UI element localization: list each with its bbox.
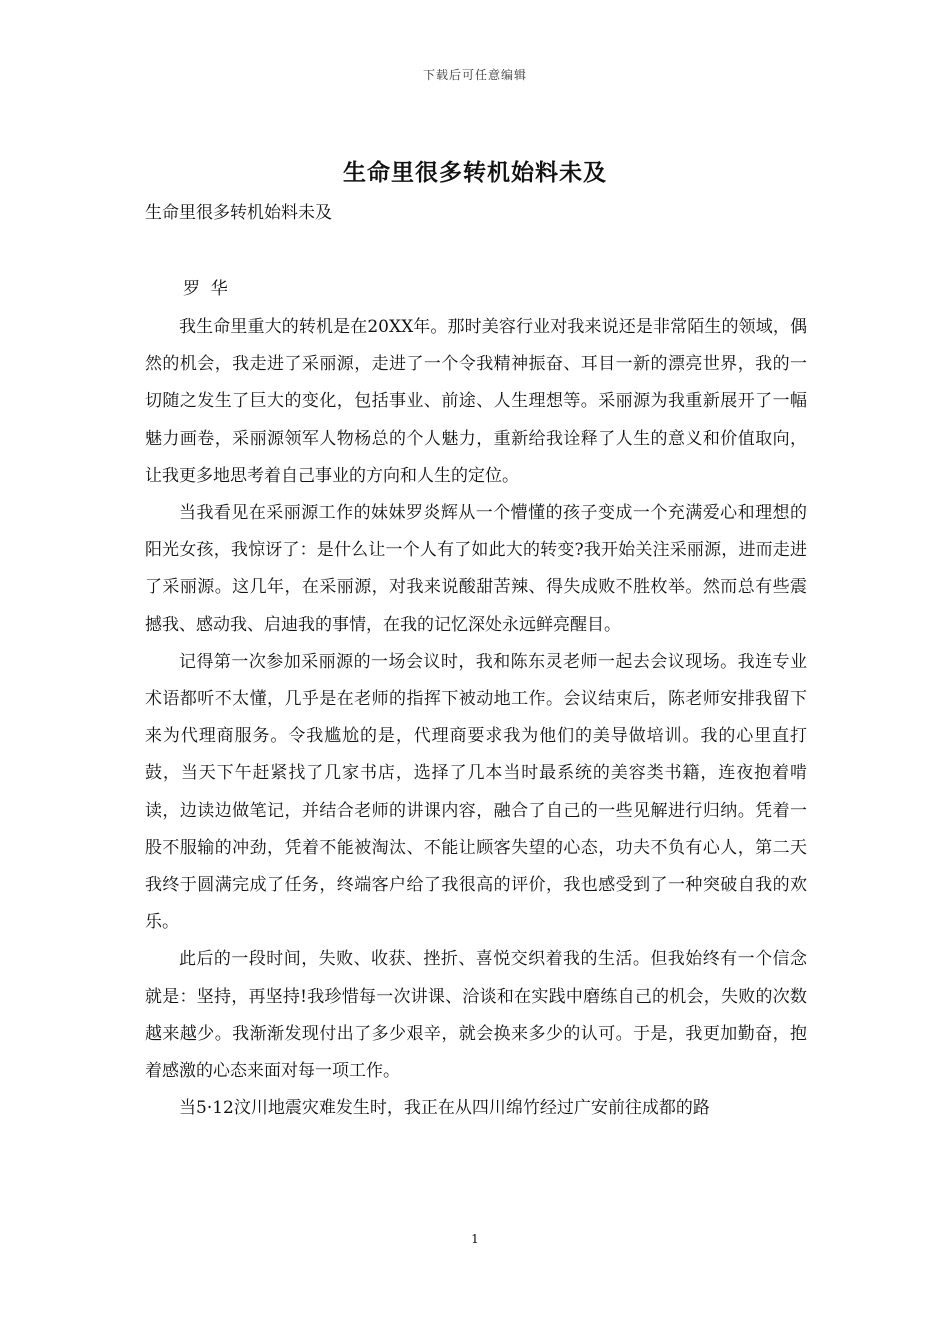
paragraph: 记得第一次参加采丽源的一场会议时，我和陈东灵老师一起去会议现场。我连专业术语都听不太懂，几乎是在老师的指挥下被动地工作。会议结束后，陈老师安排我留下来为代理商服务。令我尴尬的是，代理商要求我为他们的美导做培训。我的心里直打鼓，当天下午赶紧找了几家书店，选择了几本当时最系统的美容类书籍，连夜抱着啃读，边读边做笔记，并结合老师的讲课内容，融合了自己的一些见解进行归纳。凭着一股不服输的冲劲，凭着不能被淘汰、不能让顾客失望的心态，功夫不负有心人，第二天我终于圆满完成了任务，终端客户给了我很高的评价，我也感受到了一种突破自我的欢乐。: [145, 651, 807, 933]
paragraph: 当5·12汶川地震灾难发生时，我正在从四川绵竹经过广安前往成都的路: [179, 1098, 710, 1119]
document-title: 生命里很多转机始料未及: [343, 159, 607, 186]
paragraph: 当我看见在采丽源工作的妹妹罗炎辉从一个懵懂的孩子变成一个充满爱心和理想的阳光女孩，我惊讶了：是什么让一个人有了如此大的转变?我开始关注采丽源，进而走进了采丽源。这几年，在采丽源，对我来说酸甜苦辣、得失成败不胜枚举。然而总有些震撼我、感动我、启迪我的事情，在我的记忆深处永远鲜亮醒目。: [145, 503, 807, 635]
paragraph: 我生命里重大的转机是在20XX年。那时美容行业对我来说还是非常陌生的领域，偶然的机会，我走进了采丽源，走进了一个令我精神振奋、耳目一新的漂亮世界，我的一切随之发生了巨大的变化，包括事业、前途、人生理想等。采丽源为我重新展开了一幅魅力画卷，采丽源领军人物杨总的个人魅力，重新给我诠释了人生的意义和价值取向，让我更多地思考着自己事业的方向和人生的定位。: [145, 317, 807, 486]
page-number: 1: [471, 1232, 479, 1246]
article-body: [145, 309, 807, 1127]
author-name: 罗 华: [183, 279, 228, 299]
header-note: 下载后可任意编辑: [422, 68, 527, 82]
subtitle: 生命里很多转机始料未及: [145, 203, 332, 223]
paragraph: 此后的一段时间，失败、收获、挫折、喜悦交织着我的生活。但我始终有一个信念就是：坚持，再坚持!我珍惜每一次讲课、洽谈和在实践中磨练自己的机会，失败的次数越来越少。我渐渐发现付出了多少艰辛，就会换来多少的认可。于是，我更加勤奋，抱着感激的心态来面对每一项工作。: [145, 949, 807, 1082]
